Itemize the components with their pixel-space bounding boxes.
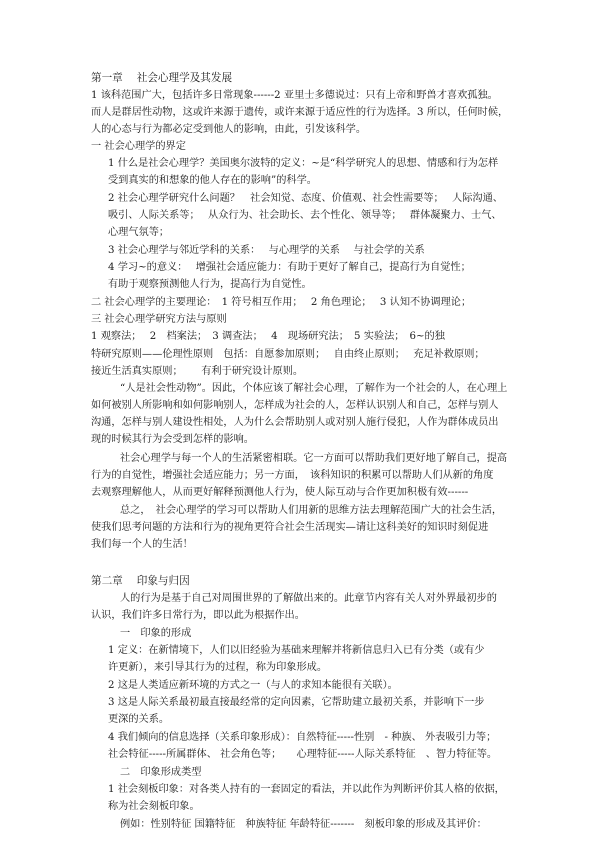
paragraph-line: 我们每一个人的生活！ xyxy=(91,539,193,550)
paragraph-line: 行为的自觉性，增强社会适应能力；另一方面， 该科知识的积累可以帮助人们从新的角度 xyxy=(91,470,494,481)
paragraph-line: 现的时候其行为会受到怎样的影响。 xyxy=(91,434,254,445)
chapter2-intro-line: 人的行为是基于自己对周围世界的了解做出来的。此章节内容有关人对外界最初步的 xyxy=(120,593,497,604)
text-line: 吸引、人际关系等； 从众行为、社会助长、去个性化、领导等； 群体凝聚力、士气、 xyxy=(108,210,502,221)
text-line: 1 观察法； 2 档案法； 3 调查法； 4 现场研究法； 5 实验法； 6~的独 xyxy=(91,331,445,342)
paragraph-line: 社会心理学与每一个人的生活紧密相联。它一方面可以帮助我们更好地了解自己，提高 xyxy=(120,453,508,464)
section-heading: 二 印象形成类型 xyxy=(120,767,202,778)
chapter1-intro-line: 人的心态与行为都必定受到他人的影响，由此，引发该科学。 xyxy=(91,124,367,135)
chapter2-intro-line: 认识，我们许多日常行为，即以此为根据作出。 xyxy=(91,610,305,621)
paragraph-line: 使我们思考问题的方法和行为的视角更符合社会生活现实—请让这科美好的知识时刻促进 xyxy=(91,522,489,533)
text-line: 2 这是人类适应新环境的方式之一（与人的求知本能很有关联）。 xyxy=(108,680,398,691)
text-line: 4 我们倾向的信息选择（关系印象形成）：自然特征-----性别 - 种族、 外表吸引力等； xyxy=(108,732,497,743)
text-line: 社会特征-----所属群体、 社会角色等； 心理特征-----人际关系特征 、智力特征等。 xyxy=(108,749,498,760)
text-line: 例如：性别特征 国籍特征 种族特征 年龄特征------- 刻板印象的形成及其评价： xyxy=(120,819,487,830)
text-line: 2 社会心理学研究什么问题？ 社会知觉、态度、价值观、社会性需要等； 人际沟通、 xyxy=(108,193,503,204)
paragraph-line: “人是社会性动物”。因此，个体应该了解社会心理，了解作为一个社会的人，在心理上 xyxy=(120,383,508,394)
paragraph-line: 去观察理解他人，从而更好解释预测他人行为，使人际互动与合作更加积极有效------ xyxy=(91,487,469,498)
text-line: 4 学习~的意义： 增强社会适应能力：有助于更好了解自己，提高行为自觉性； xyxy=(108,262,471,273)
chapter2-title: 第二章 印象与归因 xyxy=(91,575,190,587)
text-line: 1 什么是社会心理学？美国奥尔波特的定义：~是“科学研究人的思想、情感和行为怎样 xyxy=(108,158,499,169)
chapter1-intro-line: 而人是群居性动物，这或许来源于遗传，或许来源于适应性的行为选择。3 所以，任何时候， xyxy=(91,107,509,118)
text-line: 特研究原则——伦理性原则 包括：自愿参加原则； 自由终止原则； 充足补救原则； xyxy=(91,349,485,360)
text-line: 3 这是人际关系最初最直接最经常的定向因素，它帮助建立最初关系，并影响下一步 xyxy=(108,697,485,708)
chapter1-intro-line: 1 该科范围广大，包括许多日常现象------2 亚里士多德说过：只有上帝和野兽才喜欢孤独。 xyxy=(91,90,498,101)
text-line: 接近生活真实原则； 有利于研究设计原则。 xyxy=(91,366,304,377)
text-line: 许更新），来引导其行为的过程，称为印象形成。 xyxy=(108,662,328,673)
text-line: 受到真实的和想象的他人存在的影响”的科学。 xyxy=(108,175,317,186)
text-line: 1 社会刻板印象：对各类人持有的一套固定的看法，并以此作为判断评价其人格的依据， xyxy=(108,784,505,795)
text-line: 3 社会心理学与邻近学科的关系： 与心理学的关系 与社会学的关系 xyxy=(108,245,425,256)
section-heading: 三 社会心理学研究方法与原则 xyxy=(91,314,227,325)
paragraph-line: 沟通，怎样与别人建设性相处，人为什么会帮助别人或对别人施行侵犯，人作为群体成员出 xyxy=(91,417,499,428)
text-line: 1 定义：在新情境下，人们以旧经验为基础来理解并将新信息归入已有分类（或有少 xyxy=(108,645,485,656)
text-line: 有助于观察预测他人行为，提高行为自觉性。 xyxy=(108,279,312,290)
section-heading: 二 社会心理学的主要理论： 1 符号相互作用； 2 角色理论； 3 认知不协调理论； xyxy=(91,297,472,308)
text-line: 称为社会刻板印象。 xyxy=(108,801,200,812)
text-line: 心理气氛等； xyxy=(108,227,170,238)
text-line: 更深的关系。 xyxy=(108,714,170,725)
chapter1-title: 第一章 社会心理学及其发展 xyxy=(91,72,233,84)
paragraph-line: 如何被别人所影响和如何影响别人，怎样成为社会的人，怎样认识别人和自己，怎样与别人 xyxy=(91,400,499,411)
section-heading: 一 社会心理学的界定 xyxy=(91,141,186,152)
paragraph-line: 总之， 社会心理学的学习可以帮助人们用新的思维方法去理解范围广大的社会生活， xyxy=(120,505,503,516)
section-heading: 一 印象的形成 xyxy=(120,628,192,639)
